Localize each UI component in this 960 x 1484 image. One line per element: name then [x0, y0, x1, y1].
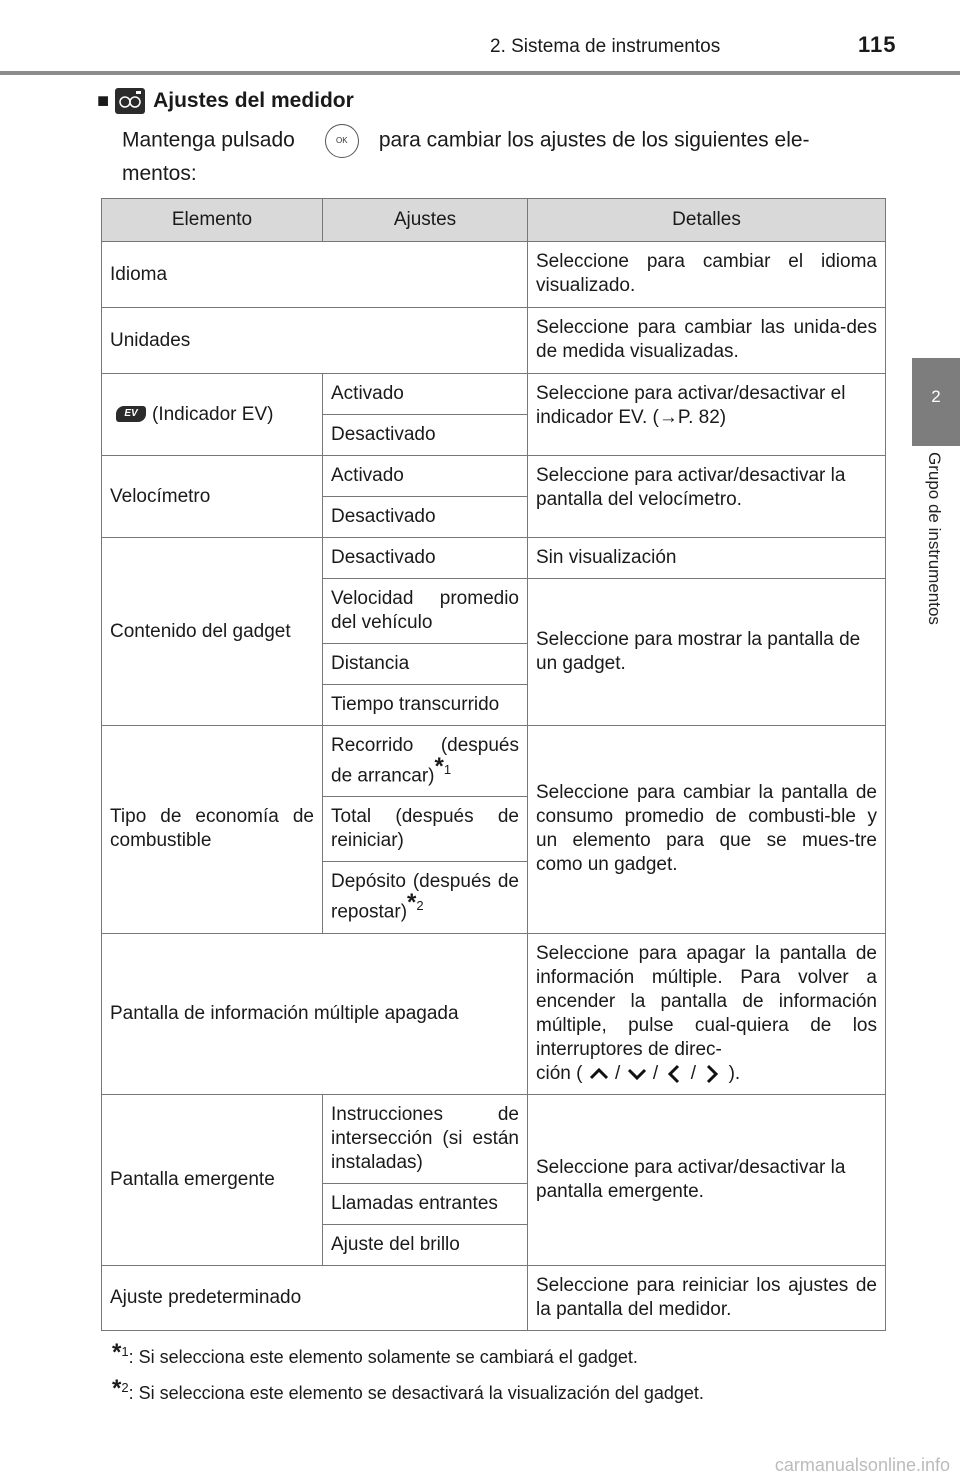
- ok-button-icon: OK: [325, 124, 359, 158]
- header-detalles: Detalles: [528, 199, 886, 242]
- cell-option: Total (después de reiniciar): [323, 797, 528, 862]
- chapter-label: Grupo de instrumentos: [925, 452, 944, 625]
- running-header: 2. Sistema de instrumentos: [490, 36, 721, 57]
- footnote-star: *: [407, 889, 417, 917]
- header-elemento: Elemento: [102, 199, 323, 242]
- cell-option: Ajuste del brillo: [323, 1224, 528, 1265]
- cell-option: Desactivado: [323, 538, 528, 579]
- cell-element: Idioma: [102, 242, 528, 308]
- cell-option: Tiempo transcurrido: [323, 685, 528, 726]
- arrow-right-icon: [701, 1063, 723, 1085]
- ev-element-label: (Indicador EV): [152, 403, 274, 425]
- cell-element: Pantalla emergente: [102, 1094, 323, 1265]
- arrow-left-icon: [663, 1063, 685, 1085]
- footnote-ref: 1: [443, 762, 452, 777]
- footnote-2: [112, 1375, 704, 1404]
- header-ajustes: Ajustes: [323, 199, 528, 242]
- table-header-row: [102, 199, 886, 242]
- cell-details: Seleccione para cambiar el idioma visualizado.: [528, 242, 886, 308]
- separator: /: [690, 1062, 696, 1084]
- section-marker: ■: [97, 89, 110, 112]
- cell-option: Activado: [323, 374, 528, 415]
- table-row: [102, 726, 886, 797]
- cell-option: Velocidad promedio del vehículo: [323, 579, 528, 644]
- table-row: [102, 1265, 886, 1330]
- option-text: Depósito (después de repostar): [331, 871, 519, 923]
- cell-details: Seleccione para activar/desactivar el indicador EV. (→P. 82): [528, 374, 886, 456]
- section-title-text: Ajustes del medidor: [153, 89, 354, 112]
- footnote-star: *: [112, 1339, 122, 1366]
- footnote-star: *: [112, 1375, 122, 1402]
- table-row: [102, 374, 886, 415]
- cell-element: [102, 374, 323, 456]
- footnote-ref: 2: [416, 898, 424, 914]
- intro-paragraph: [122, 124, 884, 189]
- table-row: [102, 308, 886, 374]
- footnote-text: : Si selecciona este elemento se desactivará la visualización del gadget.: [128, 1383, 704, 1403]
- cell-option: [323, 862, 528, 933]
- table-row: [102, 538, 886, 579]
- cell-details: [528, 933, 886, 1094]
- cell-element: Contenido del gadget: [102, 538, 323, 726]
- header-rule: [0, 71, 960, 75]
- option-text: Recorrido (después de arrancar): [331, 735, 519, 787]
- cell-details: Seleccione para mostrar la pantalla de un gadget.: [528, 579, 886, 726]
- cell-details: Seleccione para cambiar las unida-des de medida visualizadas.: [528, 308, 886, 374]
- footnote-1: [112, 1339, 638, 1368]
- cell-element: Velocímetro: [102, 456, 323, 538]
- cell-details: Seleccione para activar/desactivar la pantalla emergente.: [528, 1094, 886, 1265]
- separator: /: [615, 1062, 621, 1084]
- footnote-text: : Si selecciona este elemento solamente se cambiará el gadget.: [128, 1347, 638, 1367]
- details-text-close: ).: [728, 1062, 741, 1084]
- cell-details: Seleccione para reiniciar los ajustes de la pantalla del medidor.: [528, 1265, 886, 1330]
- cell-option: Desactivado: [323, 415, 528, 456]
- intro-after: para cambiar los ajustes de los siguientes ele-mentos:: [122, 128, 810, 185]
- separator: /: [652, 1062, 659, 1084]
- cell-element: Tipo de economía de combustible: [102, 726, 323, 934]
- cell-option: [323, 726, 528, 797]
- chapter-tab: 2: [912, 358, 960, 446]
- cell-option: Desactivado: [323, 497, 528, 538]
- cell-element: Pantalla de información múltiple apagada: [102, 933, 528, 1094]
- table-row: [102, 456, 886, 497]
- table-row: [102, 933, 886, 1094]
- cell-option: Distancia: [323, 644, 528, 685]
- footnote-star: *: [434, 753, 444, 780]
- cell-details: Sin visualización: [528, 538, 886, 579]
- details-text-end: ción (: [536, 1062, 583, 1084]
- cell-option: Activado: [323, 456, 528, 497]
- watermark: carmanualsonline.info: [774, 1455, 950, 1475]
- cell-details: Seleccione para activar/desactivar la pantalla del velocímetro.: [528, 456, 886, 538]
- intro-before: Mantenga pulsado: [122, 128, 295, 152]
- meter-settings-icon: [115, 88, 145, 114]
- page-number: 115: [858, 32, 897, 57]
- cell-option: Instrucciones de intersección (si están instaladas): [323, 1094, 528, 1183]
- cell-option: Llamadas entrantes: [323, 1183, 528, 1224]
- cell-element: Unidades: [102, 308, 528, 374]
- arrow-down-icon: [626, 1067, 648, 1081]
- details-text: Seleccione para apagar la pantalla de información múltiple. Para volver a encender la pantalla de información múltiple, pulse cual-quiera de los interruptores de direc-: [536, 942, 877, 1060]
- table-row: [102, 1094, 886, 1183]
- settings-table: [101, 198, 886, 1331]
- cell-details: Seleccione para cambiar la pantalla de consumo promedio de combusti-ble y un elemento para que se mues-tre como un gadget.: [528, 726, 886, 934]
- table-row: [102, 242, 886, 308]
- section-title: [97, 88, 354, 114]
- ev-indicator-icon: EV: [116, 406, 146, 422]
- footnote-number: 2: [121, 1380, 129, 1395]
- arrow-up-icon: [588, 1067, 610, 1081]
- cell-element: Ajuste predeterminado: [102, 1265, 528, 1330]
- footnote-number: 1: [121, 1344, 129, 1359]
